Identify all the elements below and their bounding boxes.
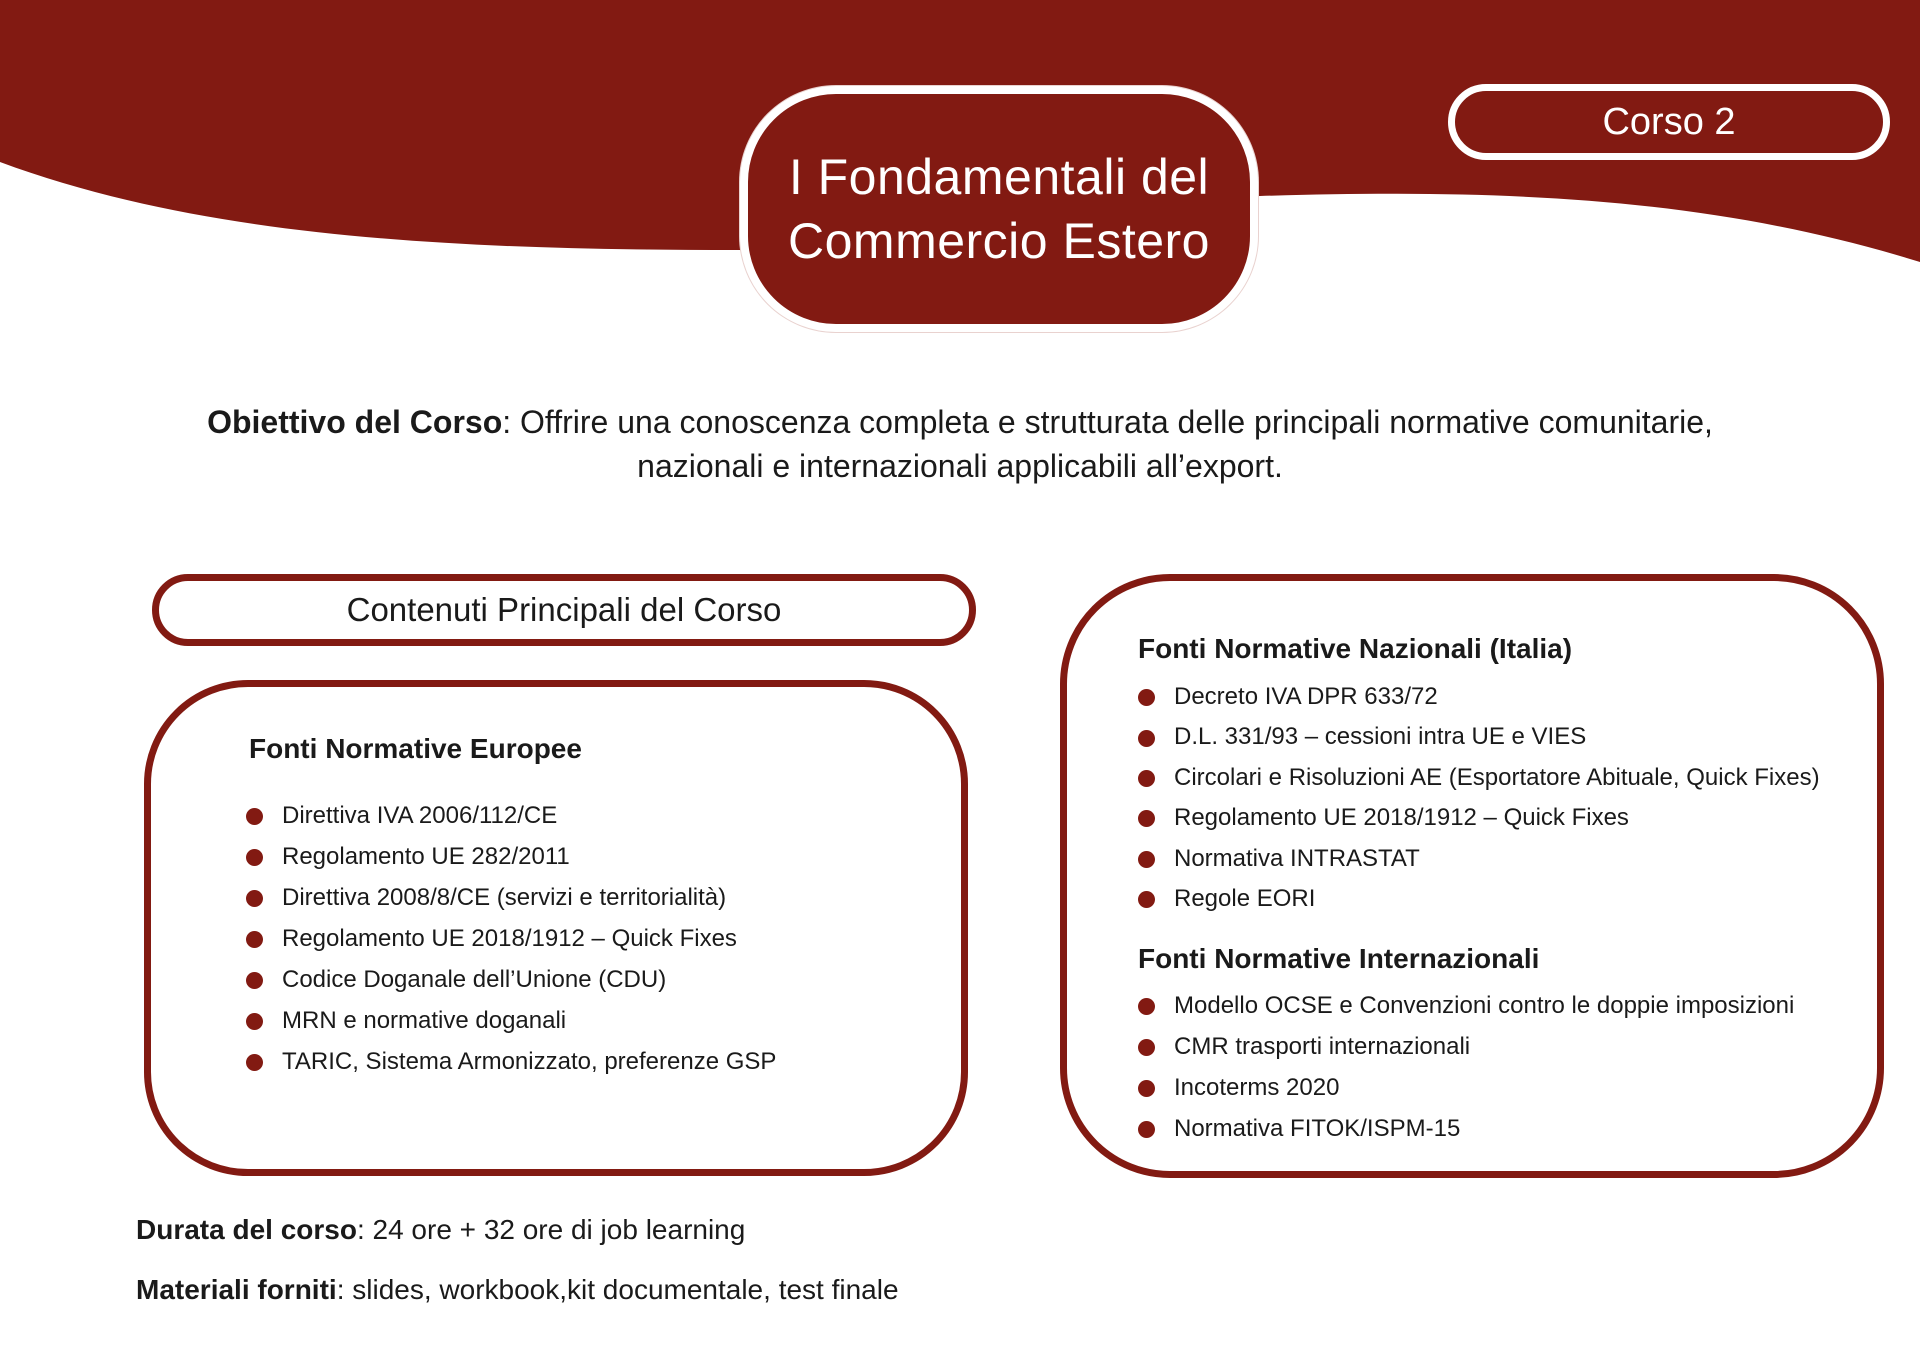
course-duration: [136, 1214, 745, 1246]
list-item: CMR trasporti internazionali: [1138, 1026, 1794, 1067]
objective-text: Offrire una conoscenza completa e strutturata delle principali normative comunitarie, nazionali e internazionali applicabili all’export.: [520, 404, 1713, 484]
objective-label: Obiettivo del Corso: [207, 404, 503, 440]
international-sources-title: Fonti Normative Internazionali: [1138, 943, 1540, 974]
list-item: Incoterms 2020: [1138, 1067, 1794, 1108]
list-item: Regolamento UE 2018/1912 – Quick Fixes: [246, 918, 776, 959]
national-sources-list: [1138, 677, 1820, 919]
list-item: Regole EORI: [1138, 879, 1820, 919]
list-item: Regolamento UE 2018/1912 – Quick Fixes: [1138, 798, 1820, 838]
contents-heading: Contenuti Principali del Corso: [346, 591, 782, 628]
list-item: Direttiva 2008/8/CE (servizi e territorialità): [246, 877, 776, 918]
list-item: Normativa FITOK/ISPM-15: [1138, 1108, 1794, 1149]
course-number-badge: [1448, 84, 1890, 160]
contents-heading-pill: [152, 574, 976, 646]
list-item: Regolamento UE 282/2011: [246, 836, 776, 877]
international-sources-list: [1138, 985, 1794, 1149]
european-sources-title: Fonti Normative Europee: [249, 733, 582, 764]
course-materials: [136, 1274, 899, 1306]
course-objective: [150, 400, 1770, 488]
list-item: Normativa INTRASTAT: [1138, 839, 1820, 879]
list-item: D.L. 331/93 – cessioni intra UE e VIES: [1138, 717, 1820, 757]
course-title-line-2: Commercio Estero: [788, 213, 1210, 269]
objective-separator: :: [502, 404, 521, 440]
list-item: TARIC, Sistema Armonizzato, preferenze GSP: [246, 1041, 776, 1082]
materials-label: Materiali forniti: [136, 1274, 337, 1305]
list-item: MRN e normative doganali: [246, 1000, 776, 1041]
materials-value: : slides, workbook,kit documentale, test finale: [336, 1274, 899, 1305]
list-item: Circolari e Risoluzioni AE (Esportatore Abituale, Quick Fixes): [1138, 758, 1820, 798]
course-title-line-1: I Fondamentali del: [788, 149, 1210, 205]
national-sources-title: Fonti Normative Nazionali (Italia): [1138, 633, 1573, 664]
list-item: Modello OCSE e Convenzioni contro le doppie imposizioni: [1138, 985, 1794, 1026]
course-title-pill: [740, 86, 1258, 332]
course-number-label: Corso 2: [1602, 100, 1736, 143]
list-item: Decreto IVA DPR 633/72: [1138, 677, 1820, 717]
duration-label: Durata del corso: [136, 1214, 357, 1245]
european-sources-list: [246, 795, 776, 1082]
duration-value: : 24 ore + 32 ore di job learning: [356, 1214, 746, 1245]
european-sources-card: [144, 680, 968, 1176]
national-international-sources-card: [1060, 574, 1884, 1178]
list-item: Codice Doganale dell’Unione (CDU): [246, 959, 776, 1000]
list-item: Direttiva IVA 2006/112/CE: [246, 795, 776, 836]
